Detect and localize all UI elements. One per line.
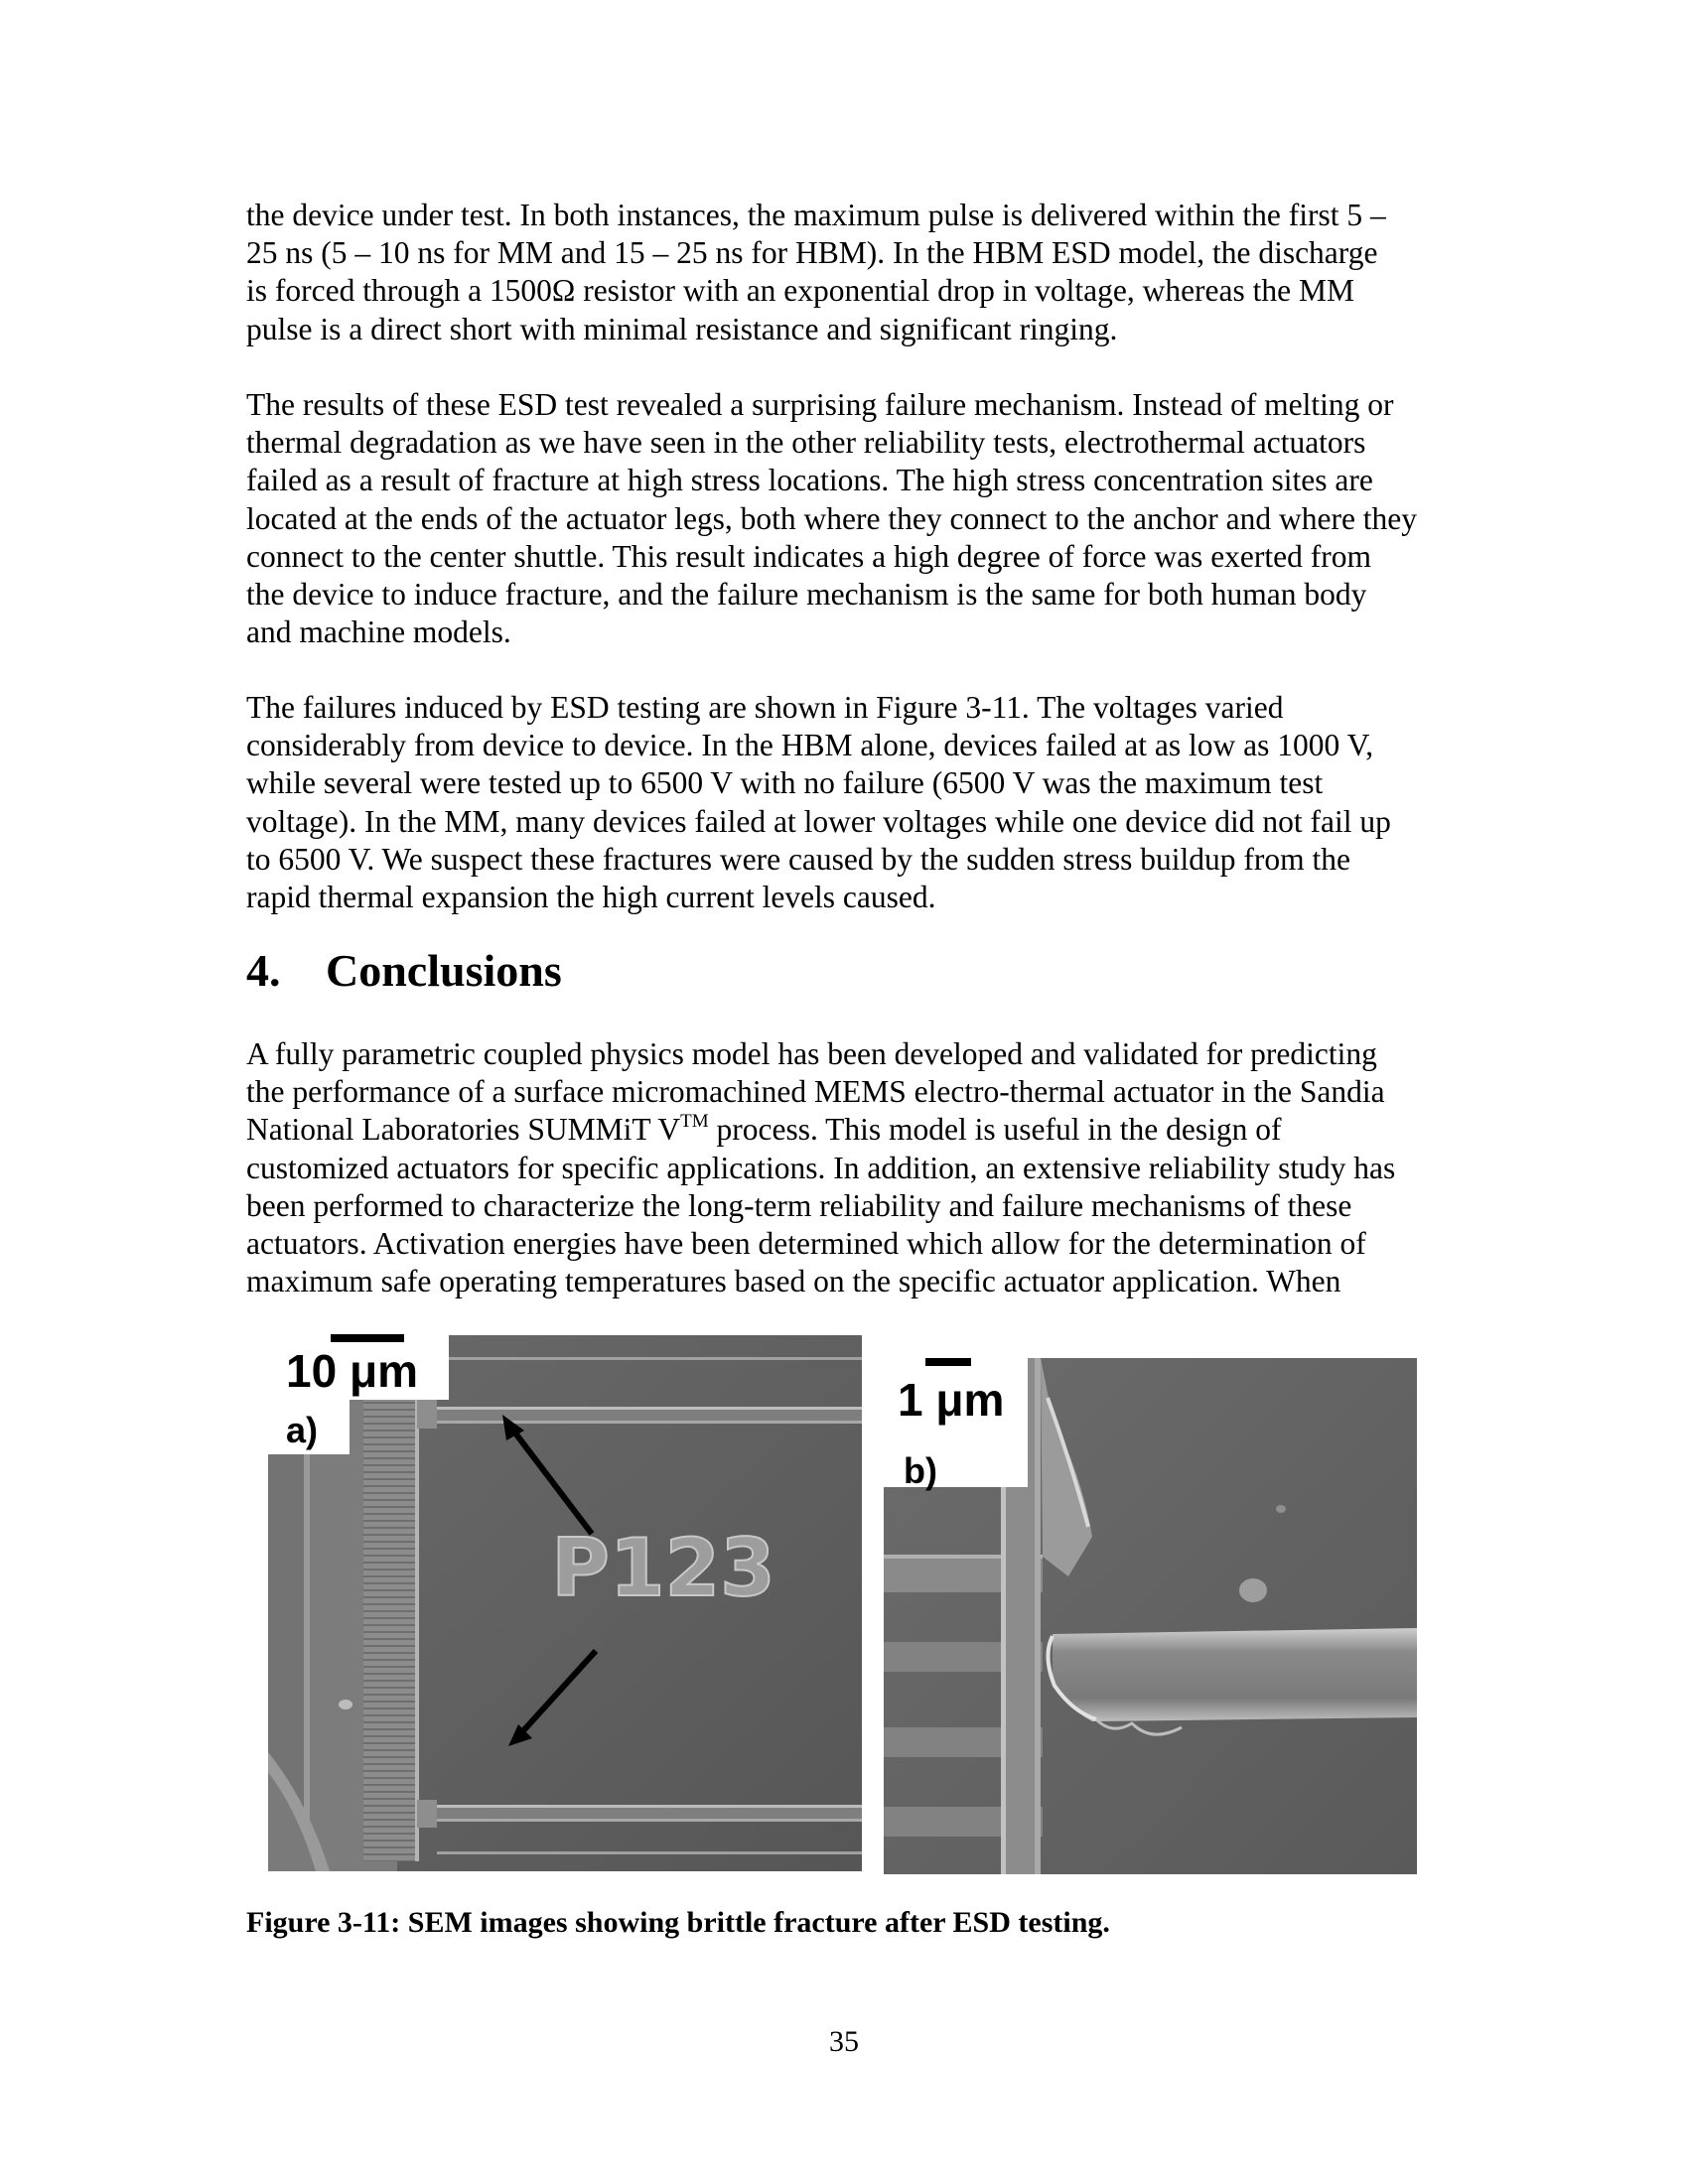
panel-label-b: b) xyxy=(904,1450,937,1491)
text-line: voltage). In the MM, many devices failed at lower voltages while one device did not fail up xyxy=(246,803,1391,839)
text-line: been performed to characterize the long-term reliability and failure mechanisms of these xyxy=(246,1187,1352,1223)
scale-bar-b xyxy=(925,1358,971,1366)
panel-label-a: a) xyxy=(286,1410,319,1450)
text-line: considerably from device to device. In the HBM alone, devices failed at as low as 1000 V, xyxy=(246,728,1374,763)
text-line: customized actuators for specific applications. In addition, an extensive reliability study has xyxy=(246,1150,1396,1185)
page-number: 35 xyxy=(829,2025,859,2058)
text-line: A fully parametric coupled physics model has been developed and validated for predicting xyxy=(246,1036,1377,1071)
text-line: maximum safe operating temperatures based on the specific actuator application. When xyxy=(246,1264,1341,1299)
text-line: 25 ns (5 – 10 ns for MM and 15 – 25 ns for HBM). In the HBM ESD model, the discharge xyxy=(246,235,1378,271)
paragraph-conclusions xyxy=(246,1035,1487,1300)
text-line: pulse is a direct short with minimal resistance and significant ringing. xyxy=(246,311,1118,346)
section-heading xyxy=(246,943,562,999)
scale-label-a: 10 μm xyxy=(286,1345,418,1397)
text-line: while several were tested up to 6500 V with no failure (6500 V was the maximum test xyxy=(246,765,1324,801)
text-line: thermal degradation as we have seen in the other reliability tests, electrothermal actuators xyxy=(246,425,1366,461)
section-title: Conclusions xyxy=(326,945,562,996)
paragraph-esd-pulse xyxy=(246,197,1487,348)
paragraph-esd-failures xyxy=(246,689,1487,916)
scale-bar-a xyxy=(331,1334,404,1342)
text-line: The failures induced by ESD testing are shown in Figure 3-11. The voltages varied xyxy=(246,690,1284,725)
text-line: the device under test. In both instances, the maximum pulse is delivered within the first 5 – xyxy=(246,198,1386,232)
sem-image-a-graphic xyxy=(268,1335,862,1871)
text-line: actuators. Activation energies have been determined which allow for the determination of xyxy=(246,1226,1366,1262)
text-line: is forced through a 1500Ω resistor with an exponential drop in voltage, whereas the MM xyxy=(246,273,1355,309)
text-line: located at the ends of the actuator legs, both where they connect to the anchor and where they xyxy=(246,500,1418,536)
scale-label-b: 1 μm xyxy=(898,1374,1005,1426)
text-line: National Laboratories SUMMiT V™ process. This model is useful in the design of xyxy=(246,1110,1282,1148)
figure-caption: Figure 3-11: SEM images showing brittle fracture after ESD testing. xyxy=(246,1906,1110,1939)
sem-image-b-graphic xyxy=(884,1358,1417,1874)
text-line: failed as a result of fracture at high stress locations. The high stress concentration sites are xyxy=(246,463,1373,498)
text-line: and machine models. xyxy=(246,614,511,650)
trademark-superscript: TM xyxy=(680,1110,709,1132)
section-number: 4. xyxy=(246,945,281,996)
sem-image-b xyxy=(884,1358,1417,1874)
text-line: the device to induce fracture, and the failure mechanism is the same for both human body xyxy=(246,577,1367,613)
sem-image-a xyxy=(268,1335,862,1871)
text-line: to 6500 V. We suspect these fractures were caused by the sudden stress buildup from the xyxy=(246,841,1350,877)
paragraph-esd-results xyxy=(246,386,1487,651)
text-line: the performance of a surface micromachined MEMS electro-thermal actuator in the Sandia xyxy=(246,1074,1385,1110)
text-line: The results of these ESD test revealed a surprising failure mechanism. Instead of melting or xyxy=(246,387,1394,422)
text-line: rapid thermal expansion the high current levels caused. xyxy=(246,880,936,915)
text-line: connect to the center shuttle. This result indicates a high degree of force was exerted from xyxy=(246,538,1371,574)
chip-marking: P123 xyxy=(551,1522,775,1614)
